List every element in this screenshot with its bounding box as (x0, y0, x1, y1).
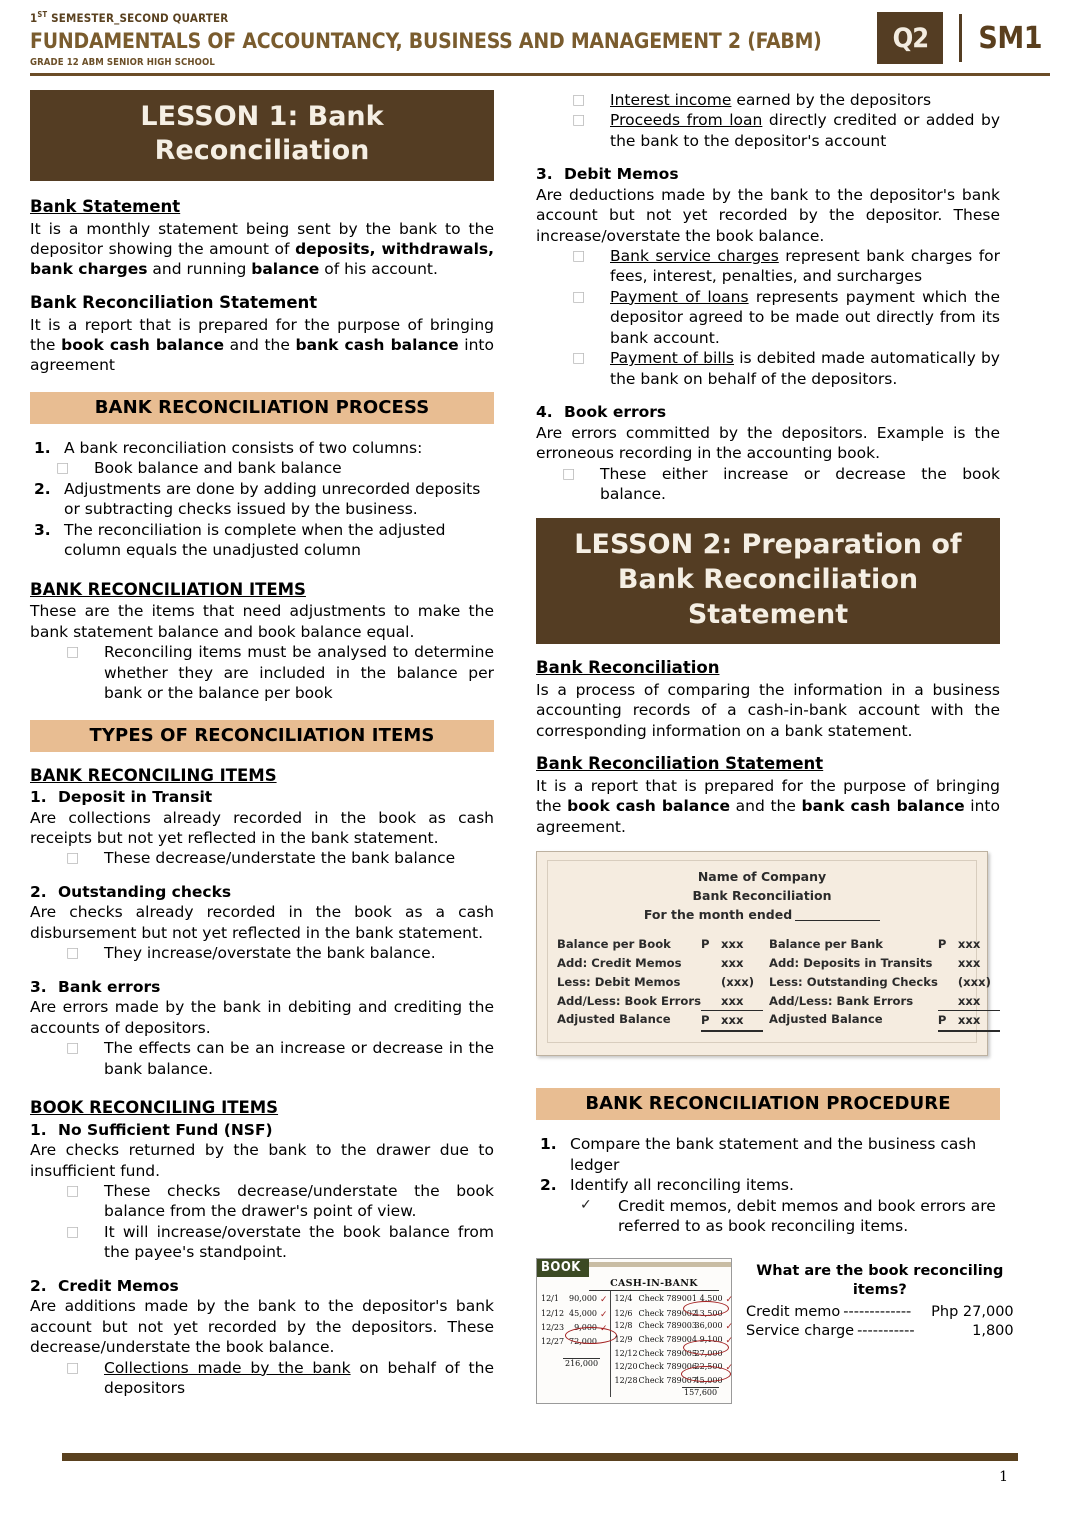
spacer (536, 151, 1000, 164)
empty-square-icon: □ (572, 248, 586, 264)
ledger-amount: 36,000 (694, 1320, 723, 1330)
sub-bullet (572, 90, 1000, 110)
figure-row-total (557, 1010, 763, 1032)
item-number: 4. (536, 403, 553, 422)
item-body: Are errors committed by the depositors. Example is the erroneous recording in the accounting book. (536, 423, 1000, 463)
row-currency: P (937, 937, 947, 952)
item-body: Are deductions made by the bank to the depositor's bank account but not yet recorded by the depositor. These increase/overstate the book balance. (536, 185, 1000, 245)
red-check-icon: ✓ (725, 1295, 734, 1306)
ledger-date: 12/20 (614, 1361, 638, 1371)
ledger-row (615, 1308, 734, 1320)
empty-square-icon: □ (66, 1183, 80, 1199)
question-label: Credit memo (746, 1303, 841, 1320)
blank-line (795, 920, 880, 921)
sub-bullet (572, 348, 1000, 389)
section-bar-types: TYPES OF RECONCILIATION ITEMS (30, 720, 494, 752)
question-value: 1,800 (972, 1322, 1014, 1339)
figure-row (769, 992, 1000, 1011)
ledger-row (541, 1336, 608, 1348)
empty-square-icon: □ (572, 288, 586, 305)
underlined-term: Interest income (610, 90, 732, 109)
ledger-row (541, 1293, 608, 1307)
figure-columns (557, 935, 991, 1032)
spacer (30, 561, 494, 580)
question-label: Service charge (746, 1322, 855, 1339)
item-body: Are additions made by the bank to the depositor's bank account but not yet recorded by the depositors. These decrease/understate the book balance. (30, 1297, 494, 1357)
row-label: Add: Deposits in Transits (768, 956, 933, 971)
row-label: Add/Less: Book Errors (557, 993, 701, 1008)
check-bullet (580, 1196, 1000, 1237)
red-check-icon: ✓ (725, 1362, 734, 1373)
figure-period-line: For the month ended (557, 906, 967, 925)
sub-bullet-text: Reconciling items must be analysed to determine whether they are included in the balance per bank or the balance per book (104, 643, 494, 703)
question-value: Php 27,000 (931, 1303, 1014, 1320)
bank-reconciliation-paragraph: Is a process of comparing the information in a business accounting records of a cash-in-bank account with the corresponding information on a bank statement. (536, 680, 1000, 740)
row-label: Add/Less: Bank Errors (768, 993, 914, 1008)
spacer (30, 869, 494, 882)
empty-square-icon: □ (572, 350, 586, 367)
list-text: Identify all reconciling items. (570, 1176, 794, 1195)
item-body: Are errors made by the bank in debiting and crediting the accounts of depositors. (30, 998, 494, 1037)
question-box (746, 1258, 1014, 1341)
recon-items-paragraph: These are the items that need adjustments to make the bank statement balance and book balance equal. (30, 602, 494, 641)
numbered-heading (30, 977, 494, 997)
sub-bullet-text: Payment of loans represents payment which the depositor agreed to be made out directly from its bank account. (610, 287, 1000, 347)
empty-square-icon: □ (66, 850, 80, 867)
ledger-row (615, 1320, 734, 1334)
spacer (30, 1079, 494, 1098)
underlined-term: Payment of bills (610, 349, 735, 368)
ledger-row (541, 1322, 608, 1336)
ledger-amount: 72,000 (569, 1336, 597, 1346)
ledger-date: 12/9 (614, 1335, 633, 1344)
list-text: The reconciliation is complete when the adjusted column equals the unadjusted column (64, 520, 446, 560)
sub-bullet (66, 1181, 494, 1222)
bottom-figure-row (536, 1258, 1014, 1404)
row-label: Balance per Bank (768, 937, 884, 952)
brs2-heading: Bank Reconciliation Statement (536, 754, 824, 774)
list-item (30, 520, 494, 561)
red-check-icon: ✓ (600, 1309, 608, 1320)
row-amount: xxx (721, 1010, 763, 1032)
item-title: Bank errors (58, 977, 161, 996)
item-number: 3. (536, 165, 553, 184)
sub-bullet-text: Payment of bills is debited made automatically by the bank on behalf of the depositors. (610, 349, 1000, 388)
bank-statement-heading: Bank Statement (30, 196, 181, 216)
numbered-heading (536, 164, 1000, 184)
sub-bullet-text: Collections made by the bank on behalf of the depositors (104, 1358, 494, 1398)
empty-square-icon: □ (66, 945, 80, 962)
spacer (30, 280, 494, 293)
ledger-amount: 9,000 (574, 1322, 597, 1332)
sub-bullet-text: They increase/overstate the bank balance. (104, 944, 436, 963)
list-text: Compare the bank statement and the business cash ledger (570, 1135, 977, 1174)
ledger-amount: 4,500 (699, 1294, 723, 1304)
empty-square-icon: □ (572, 112, 586, 129)
figure-row-total (769, 1010, 1000, 1032)
row-currency (701, 954, 721, 973)
list-number: 1. (34, 438, 51, 457)
sub-bullet (562, 464, 1000, 505)
check-bullet-text: Credit memos, debit memos and book errors are referred to as book reconciling items. (618, 1196, 996, 1236)
item-title: Outstanding checks (58, 882, 232, 901)
list-item (30, 438, 494, 458)
lesson-1-banner: LESSON 1: Bank Reconciliation (30, 90, 494, 181)
spacer (30, 964, 494, 977)
figure-subtitle-line: Bank Reconciliation (692, 887, 832, 903)
list-item (30, 479, 494, 520)
item-number: 1. (30, 1120, 47, 1139)
figure-bank-side (769, 935, 1000, 1032)
item-body: Are checks returned by the bank to the drawer due to insufficient fund. (30, 1141, 494, 1180)
right-column (536, 90, 1014, 1404)
figure-title-block (557, 868, 967, 924)
row-amount: xxx (957, 937, 981, 952)
figure-row (769, 954, 1000, 973)
book-ledger-figure (536, 1258, 732, 1404)
row-label: Add: Credit Memos (557, 956, 682, 971)
question-title: What are the book reconciling items? (756, 1263, 1004, 1299)
figure-inner-border (547, 860, 991, 1043)
ledger-debit-side (537, 1291, 611, 1397)
figure-row (557, 935, 763, 954)
brs-heading: Bank Reconciliation Statement (30, 292, 318, 312)
list-text: A bank reconciliation consists of two columns: (64, 438, 423, 457)
question-row (746, 1303, 1014, 1322)
row-amount: xxx (957, 956, 981, 971)
ledger-date: 12/1 (541, 1294, 559, 1304)
ledger-body (537, 1291, 734, 1397)
ledger-check-no: Check 789003 (638, 1320, 697, 1330)
item-title: No Sufficient Fund (NSF) (58, 1120, 273, 1139)
row-amount: xxx (958, 1010, 1000, 1032)
page-number: 1 (999, 1469, 1008, 1485)
section-bar-process: BANK RECONCILIATION PROCESS (30, 392, 494, 424)
empty-square-icon: □ (66, 644, 80, 661)
ledger-check-no: Check 789004 (638, 1335, 697, 1344)
row-amount: xxx (720, 937, 744, 952)
numbered-heading (30, 787, 494, 807)
ledger-credit-side (611, 1291, 736, 1397)
sub-bullet-text: It will increase/overstate the book balance from the payee's standpoint. (104, 1222, 494, 1262)
list-item (536, 1175, 1000, 1195)
sub-bullet (66, 1222, 494, 1263)
figure-row (557, 973, 763, 992)
row-currency: P (701, 1010, 721, 1032)
row-label: Balance per Book (557, 937, 671, 952)
spacer (30, 1263, 494, 1276)
empty-square-icon: □ (572, 91, 586, 108)
sub-bullet (572, 110, 1000, 151)
sub-bullet-text: Book balance and bank balance (94, 459, 342, 478)
item-title: Debit Memos (564, 165, 679, 184)
bank-statement-paragraph: It is a monthly statement being sent by the bank to the depositor showing the amount of deposits, withdrawals, bank charges and running balance of his account. (30, 219, 494, 279)
document-header (30, 0, 1050, 70)
figure-row (557, 954, 763, 973)
process-list (30, 438, 494, 458)
ledger-row (615, 1334, 734, 1348)
spacer (536, 741, 1000, 754)
sub-bullet (66, 1038, 494, 1079)
header-divider-rule (30, 73, 1050, 76)
badge-divider (959, 14, 962, 62)
ledger-credit-total (615, 1388, 734, 1397)
ledger-date: 12/28 (614, 1375, 638, 1385)
quarter-badge: Q2 (877, 12, 943, 64)
ledger-check-no: Check 789005 (638, 1349, 697, 1359)
row-currency (938, 954, 958, 973)
book-reconciling-items-heading: BOOK RECONCILING ITEMS (30, 1098, 279, 1118)
procedure-list (536, 1134, 1000, 1195)
sub-bullet (572, 246, 1000, 287)
numbered-heading (30, 1276, 494, 1296)
ledger-date: 12/12 (614, 1349, 638, 1359)
sub-bullet (66, 848, 494, 868)
ledger-date: 12/4 (614, 1294, 633, 1304)
row-amount: xxx (720, 993, 744, 1008)
header-badges (877, 10, 1050, 64)
list-number: 3. (34, 520, 51, 539)
ledger-amount: 90,000 (569, 1294, 597, 1304)
ledger-row (615, 1375, 734, 1387)
row-currency: P (700, 937, 710, 952)
ledger-date: 12/8 (614, 1320, 633, 1330)
empty-square-icon: □ (56, 460, 70, 477)
spacer (536, 389, 1000, 402)
book-tab-label: BOOK (537, 1259, 589, 1277)
list-text: Adjustments are done by adding unrecorded deposits or subtracting checks issued by the business. (64, 479, 481, 519)
row-currency (938, 973, 958, 992)
underlined-term: Proceeds from loan (610, 111, 763, 130)
total-value: 216,000 (565, 1359, 599, 1369)
semester-label: 1ST SEMESTER_SECOND QUARTER (30, 10, 229, 25)
ledger-amount: 45,000 (569, 1308, 597, 1318)
sub-bullet-text: Proceeds from loan directly credited or added by the bank to the depositor's account (610, 111, 1000, 150)
sub-bullet (66, 943, 494, 963)
tab-fill-bar (589, 1262, 731, 1267)
bank-reconciliation-heading: Bank Reconciliation (536, 658, 720, 678)
ledger-debit-total (541, 1359, 608, 1368)
figure-company-line: Name of Company (697, 869, 827, 885)
brs-paragraph: It is a report that is prepared for the purpose of bringing the book cash balance and the bank cash balance into agreement (30, 315, 494, 375)
ledger-amount: 22,500 (694, 1361, 723, 1371)
ledger-check-no: Check 789002 (638, 1308, 697, 1318)
empty-square-icon: □ (562, 465, 576, 482)
red-check-icon: ✓ (600, 1323, 608, 1334)
ledger-amount: 45,000 (694, 1375, 723, 1385)
sub-bullet-text: These checks decrease/understate the book balance from the drawer's point of view. (104, 1182, 494, 1221)
ledger-amount: 27,000 (694, 1349, 723, 1359)
list-item (536, 1134, 1000, 1175)
ledger-amount: 9,100 (699, 1335, 723, 1344)
question-row (746, 1322, 1014, 1341)
red-check-icon: ✓ (725, 1336, 734, 1346)
module-badge: SM1 (978, 20, 1042, 56)
ledger-check-no: Check 789007 (638, 1375, 697, 1385)
item-number: 2. (30, 882, 47, 901)
ledger-date: 12/6 (614, 1308, 633, 1318)
sub-bullet (66, 642, 494, 703)
ledger-amount: 13,500 (694, 1308, 723, 1318)
sub-bullet-text: These either increase or decrease the book balance. (600, 464, 1000, 503)
ledger-row (615, 1361, 734, 1375)
item-title: Deposit in Transit (58, 788, 213, 807)
sub-bullet-text: The effects can be an increase or decrease in the bank balance. (104, 1039, 494, 1078)
row-label: Adjusted Balance (557, 1012, 671, 1027)
ledger-check-no: Check 789006 (638, 1361, 697, 1371)
row-amount: xxx (720, 956, 744, 971)
row-label: Less: Outstanding Checks (768, 974, 938, 989)
sub-bullet (66, 1358, 494, 1399)
process-list-continued (30, 479, 494, 561)
brs2-paragraph: It is a report that is prepared for the purpose of bringing the book cash balance and the bank cash balance into agreement. (536, 776, 1000, 836)
ledger-date: 12/23 (541, 1322, 565, 1332)
numbered-heading (30, 1120, 494, 1140)
numbered-heading (30, 882, 494, 902)
figure-book-side (557, 935, 763, 1032)
total-value: 157,600 (684, 1388, 718, 1397)
footer-divider-rule (62, 1453, 1018, 1461)
empty-square-icon: □ (66, 1040, 80, 1057)
sub-bullet-text: Bank service charges represent bank charges for fees, interest, penalties, and surcharges (610, 247, 1001, 286)
empty-square-icon: □ (66, 1223, 80, 1240)
row-currency (701, 973, 721, 992)
leader-dashes: ----------- (857, 1322, 915, 1339)
red-check-icon: ✓ (600, 1295, 608, 1306)
item-body: Are collections already recorded in the book as cash receipts but not yet reflected in the bank statement. (30, 808, 494, 848)
figure-row (557, 992, 763, 1011)
sub-bullet-text: These decrease/understate the bank balance (104, 849, 456, 868)
ledger-check-no: Check 789001 (638, 1294, 697, 1304)
item-title: Credit Memos (58, 1276, 179, 1295)
row-amount: (xxx) (720, 974, 755, 989)
row-currency (701, 992, 721, 1011)
two-column-body (30, 90, 1050, 1404)
row-label: Less: Debit Memos (557, 974, 681, 989)
grade-level-label: GRADE 12 ABM SENIOR HIGH SCHOOL (30, 56, 215, 68)
underlined-term: Collections made by the bank (104, 1358, 351, 1377)
bank-reconciliation-template-figure (536, 851, 991, 1056)
ledger-account-title: CASH-IN-BANK (589, 1278, 719, 1291)
figure-row (769, 935, 1000, 954)
row-currency (938, 992, 958, 1011)
recon-items-heading: BANK RECONCILIATION ITEMS (30, 579, 306, 599)
underlined-term: Payment of loans (610, 287, 749, 306)
ledger-tab-row (537, 1259, 731, 1277)
sub-bullet (572, 287, 1000, 348)
item-number: 3. (30, 977, 47, 996)
figure-row (769, 973, 1000, 992)
red-check-icon: ✓ (725, 1321, 734, 1332)
checkmark-icon: ✓ (580, 1196, 592, 1213)
list-number: 2. (540, 1176, 557, 1195)
ledger-row (541, 1308, 608, 1322)
item-number: 1. (30, 788, 47, 807)
list-number: 2. (34, 479, 51, 498)
subject-title: FUNDAMENTALS OF ACCOUNTANCY, BUSINESS AND MANAGEMENT 2 (FABM) (30, 28, 822, 53)
list-number: 1. (540, 1135, 557, 1154)
item-title: Book errors (564, 403, 667, 422)
bank-reconciling-items-heading: BANK RECONCILING ITEMS (30, 765, 277, 785)
item-body: Are checks already recorded in the book as a cash disbursement but not yet reflected in the bank statement. (30, 903, 494, 942)
row-amount: (xxx) (957, 974, 991, 989)
item-number: 2. (30, 1276, 47, 1295)
lesson-2-banner: LESSON 2: Preparation of Bank Reconciliation Statement (536, 518, 1000, 644)
ledger-row (615, 1348, 734, 1360)
empty-square-icon: □ (66, 1359, 80, 1376)
section-bar-procedure: BANK RECONCILIATION PROCEDURE (536, 1088, 1000, 1120)
numbered-heading (536, 402, 1000, 422)
sub-bullet-text: Interest income earned by the depositors (610, 90, 932, 109)
header-text-group (30, 10, 822, 68)
ledger-date: 12/12 (541, 1308, 565, 1318)
underlined-term: Bank service charges (610, 247, 779, 265)
sub-bullet (56, 458, 494, 478)
ledger-date: 12/27 (541, 1336, 565, 1346)
row-label: Adjusted Balance (768, 1012, 883, 1027)
row-amount: xxx (957, 993, 981, 1008)
left-column (30, 90, 494, 1404)
leader-dashes: ------------- (843, 1303, 912, 1320)
ledger-row (615, 1293, 734, 1307)
row-currency: P (938, 1010, 958, 1032)
